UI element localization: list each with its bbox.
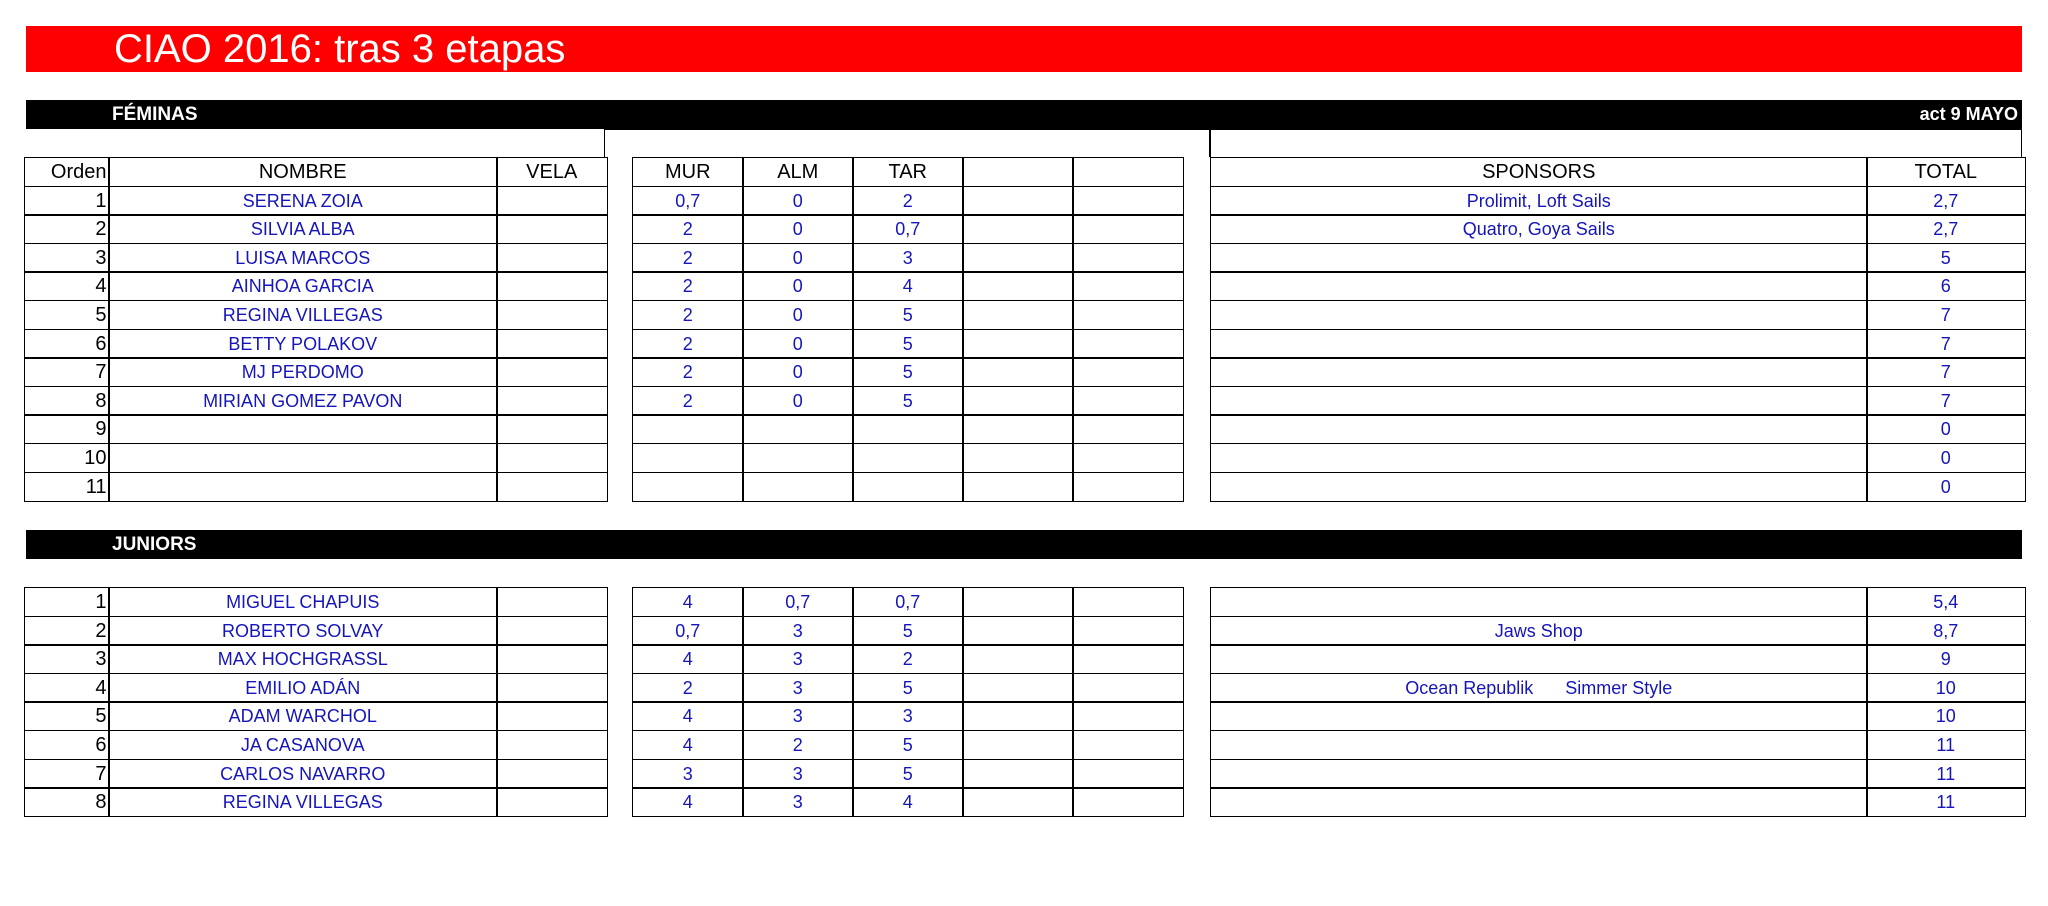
cell-x1 — [962, 472, 1074, 502]
header-mur: MUR — [632, 157, 744, 187]
cell-mur: 2 — [632, 243, 744, 273]
cell-total: 5,4 — [1866, 587, 2026, 617]
cell-vela — [496, 243, 608, 273]
cell-nombre: MJ PERDOMO — [108, 357, 498, 387]
cell-alm: 3 — [742, 701, 854, 731]
cell-vela — [496, 300, 608, 330]
cell-tar: 3 — [852, 243, 964, 273]
cell-vela — [496, 701, 608, 731]
cell-total: 8,7 — [1866, 616, 2026, 646]
cell-orden: 4 — [24, 271, 110, 301]
cell-nombre: SILVIA ALBA — [108, 214, 498, 244]
cell-alm: 3 — [742, 673, 854, 703]
cell-sponsors — [1210, 443, 1868, 473]
cell-nombre: LUISA MARCOS — [108, 243, 498, 273]
cell-x1 — [962, 186, 1074, 216]
cell-sponsors — [1210, 271, 1868, 301]
cell-x2 — [1072, 673, 1184, 703]
cell-x2 — [1072, 329, 1184, 359]
cell-tar: 0,7 — [852, 587, 964, 617]
cell-orden: 6 — [24, 329, 110, 359]
cell-nombre: REGINA VILLEGAS — [108, 787, 498, 817]
cell-total: 7 — [1866, 357, 2026, 387]
cell-x2 — [1072, 214, 1184, 244]
cell-vela — [496, 616, 608, 646]
cell-vela — [496, 386, 608, 416]
cell-vela — [496, 357, 608, 387]
cell-alm: 3 — [742, 787, 854, 817]
cell-total: 0 — [1866, 414, 2026, 444]
cell-x1 — [962, 616, 1074, 646]
cell-tar: 3 — [852, 701, 964, 731]
cell-sponsors — [1210, 329, 1868, 359]
cell-mur: 4 — [632, 730, 744, 760]
cell-tar: 5 — [852, 386, 964, 416]
cell-vela — [496, 673, 608, 703]
cell-sponsors — [1210, 787, 1868, 817]
cell-x2 — [1072, 186, 1184, 216]
cell-alm — [742, 443, 854, 473]
cell-mur: 4 — [632, 701, 744, 731]
header-empty — [1072, 157, 1184, 187]
cell-total: 7 — [1866, 386, 2026, 416]
cell-total: 0 — [1866, 472, 2026, 502]
cell-tar: 4 — [852, 787, 964, 817]
cell-alm: 3 — [742, 616, 854, 646]
cell-x2 — [1072, 414, 1184, 444]
header-total: TOTAL — [1866, 157, 2026, 187]
cell-vela — [496, 214, 608, 244]
cell-tar — [852, 414, 964, 444]
juniors-section-title: JUNIORS — [112, 534, 197, 555]
cell-alm — [742, 472, 854, 502]
cell-nombre — [108, 472, 498, 502]
cell-mur: 2 — [632, 673, 744, 703]
cell-nombre — [108, 414, 498, 444]
cell-sponsors — [1210, 587, 1868, 617]
cell-x1 — [962, 673, 1074, 703]
cell-x2 — [1072, 644, 1184, 674]
cell-sponsors — [1210, 701, 1868, 731]
cell-sponsors — [1210, 472, 1868, 502]
cell-alm: 0 — [742, 243, 854, 273]
cell-x2 — [1072, 386, 1184, 416]
cell-x2 — [1072, 243, 1184, 273]
cell-total: 0 — [1866, 443, 2026, 473]
cell-orden: 3 — [24, 243, 110, 273]
cell-tar: 5 — [852, 329, 964, 359]
header-nombre: NOMBRE — [108, 157, 498, 187]
cell-orden: 3 — [24, 644, 110, 674]
cell-tar: 0,7 — [852, 214, 964, 244]
cell-x2 — [1072, 730, 1184, 760]
cell-total: 10 — [1866, 673, 2026, 703]
cell-vela — [496, 443, 608, 473]
cell-tar: 5 — [852, 300, 964, 330]
cell-mur: 4 — [632, 644, 744, 674]
cell-x2 — [1072, 271, 1184, 301]
cell-orden: 5 — [24, 701, 110, 731]
cell-nombre: MAX HOCHGRASSL — [108, 644, 498, 674]
cell-x2 — [1072, 443, 1184, 473]
cell-x1 — [962, 243, 1074, 273]
cell-mur: 0,7 — [632, 616, 744, 646]
cell-nombre: ROBERTO SOLVAY — [108, 616, 498, 646]
cell-orden: 2 — [24, 616, 110, 646]
cell-orden: 5 — [24, 300, 110, 330]
cell-orden: 7 — [24, 759, 110, 789]
cell-x2 — [1072, 701, 1184, 731]
cell-mur — [632, 443, 744, 473]
cell-alm: 0 — [742, 300, 854, 330]
title-banner — [26, 26, 2022, 72]
header-alm: ALM — [742, 157, 854, 187]
cell-x1 — [962, 300, 1074, 330]
cell-x2 — [1072, 787, 1184, 817]
cell-x1 — [962, 787, 1074, 817]
cell-sponsors — [1210, 644, 1868, 674]
cell-vela — [496, 186, 608, 216]
cell-tar: 4 — [852, 271, 964, 301]
cell-alm: 0 — [742, 357, 854, 387]
cell-vela — [496, 271, 608, 301]
cell-x1 — [962, 730, 1074, 760]
cell-mur: 4 — [632, 587, 744, 617]
cell-nombre: SERENA ZOIA — [108, 186, 498, 216]
cell-alm: 0 — [742, 386, 854, 416]
cell-orden: 4 — [24, 673, 110, 703]
cell-total: 10 — [1866, 701, 2026, 731]
cell-sponsors: Prolimit, Loft Sails — [1210, 186, 1868, 216]
cell-nombre: EMILIO ADÁN — [108, 673, 498, 703]
cell-orden: 11 — [24, 472, 110, 502]
cell-alm: 0 — [742, 214, 854, 244]
cell-total: 11 — [1866, 759, 2026, 789]
cell-orden: 1 — [24, 186, 110, 216]
cell-orden: 8 — [24, 386, 110, 416]
cell-vela — [496, 644, 608, 674]
header-vela: VELA — [496, 157, 608, 187]
update-date: act 9 MAYO — [1919, 104, 2018, 124]
cell-x1 — [962, 357, 1074, 387]
cell-sponsors — [1210, 300, 1868, 330]
cell-mur: 0,7 — [632, 186, 744, 216]
cell-vela — [496, 730, 608, 760]
cell-orden: 6 — [24, 730, 110, 760]
cell-vela — [496, 587, 608, 617]
cell-x1 — [962, 214, 1074, 244]
cell-alm: 3 — [742, 759, 854, 789]
cell-orden: 1 — [24, 587, 110, 617]
cell-mur: 2 — [632, 214, 744, 244]
sponsor-name: Simmer Style — [1565, 677, 1673, 698]
cell-mur — [632, 414, 744, 444]
cell-tar: 2 — [852, 644, 964, 674]
cell-sponsors — [1210, 357, 1868, 387]
juniors-section-bar — [26, 530, 2022, 559]
cell-nombre: ADAM WARCHOL — [108, 701, 498, 731]
cell-x2 — [1072, 472, 1184, 502]
cell-sponsors: Quatro, Goya Sails — [1210, 214, 1868, 244]
cell-x1 — [962, 443, 1074, 473]
cell-sponsors — [1210, 673, 1868, 703]
cell-x2 — [1072, 616, 1184, 646]
cell-x1 — [962, 759, 1074, 789]
cell-mur: 4 — [632, 787, 744, 817]
cell-alm: 3 — [742, 644, 854, 674]
cell-total: 2,7 — [1866, 186, 2026, 216]
cell-x1 — [962, 644, 1074, 674]
cell-nombre: CARLOS NAVARRO — [108, 759, 498, 789]
cell-orden: 8 — [24, 787, 110, 817]
header-spacer-box — [1210, 129, 2022, 157]
cell-sponsors — [1210, 616, 1868, 646]
cell-x2 — [1072, 300, 1184, 330]
cell-mur: 3 — [632, 759, 744, 789]
cell-mur: 2 — [632, 386, 744, 416]
cell-total: 11 — [1866, 787, 2026, 817]
cell-mur: 2 — [632, 271, 744, 301]
cell-vela — [496, 414, 608, 444]
cell-total: 11 — [1866, 730, 2026, 760]
cell-x2 — [1072, 759, 1184, 789]
cell-mur: 2 — [632, 300, 744, 330]
cell-alm: 2 — [742, 730, 854, 760]
cell-x2 — [1072, 357, 1184, 387]
page-title: CIAO 2016: tras 3 etapas — [114, 27, 566, 71]
cell-tar — [852, 472, 964, 502]
cell-alm: 0,7 — [742, 587, 854, 617]
cell-x1 — [962, 414, 1074, 444]
cell-vela — [496, 329, 608, 359]
cell-nombre: MIRIAN GOMEZ PAVON — [108, 386, 498, 416]
cell-total: 6 — [1866, 271, 2026, 301]
cell-x1 — [962, 271, 1074, 301]
cell-vela — [496, 759, 608, 789]
cell-total: 7 — [1866, 329, 2026, 359]
cell-nombre: REGINA VILLEGAS — [108, 300, 498, 330]
header-sponsors: SPONSORS — [1210, 157, 1868, 187]
cell-orden: 2 — [24, 214, 110, 244]
cell-sponsors — [1210, 414, 1868, 444]
cell-tar: 5 — [852, 759, 964, 789]
cell-nombre: JA CASANOVA — [108, 730, 498, 760]
cell-tar — [852, 443, 964, 473]
cell-mur: 2 — [632, 357, 744, 387]
feminas-section-title: FÉMINAS — [112, 104, 198, 125]
cell-x2 — [1072, 587, 1184, 617]
cell-vela — [496, 472, 608, 502]
cell-orden: 9 — [24, 414, 110, 444]
cell-nombre: AINHOA GARCIA — [108, 271, 498, 301]
cell-sponsors — [1210, 730, 1868, 760]
cell-tar: 5 — [852, 673, 964, 703]
feminas-section-bar — [26, 100, 2022, 129]
cell-total: 7 — [1866, 300, 2026, 330]
sponsor-name: Jaws Shop — [1494, 620, 1583, 641]
cell-tar: 2 — [852, 186, 964, 216]
header-empty — [962, 157, 1074, 187]
cell-total: 2,7 — [1866, 214, 2026, 244]
cell-x1 — [962, 587, 1074, 617]
cell-nombre — [108, 443, 498, 473]
header-tar: TAR — [852, 157, 964, 187]
cell-total: 9 — [1866, 644, 2026, 674]
cell-sponsors — [1210, 243, 1868, 273]
cell-sponsors — [1210, 386, 1868, 416]
cell-nombre: MIGUEL CHAPUIS — [108, 587, 498, 617]
cell-nombre: BETTY POLAKOV — [108, 329, 498, 359]
sponsor-name: Ocean Republik — [1405, 677, 1534, 698]
cell-alm — [742, 414, 854, 444]
cell-tar: 5 — [852, 616, 964, 646]
cell-total: 5 — [1866, 243, 2026, 273]
cell-mur: 2 — [632, 329, 744, 359]
cell-tar: 5 — [852, 357, 964, 387]
cell-x1 — [962, 386, 1074, 416]
header-spacer-box — [604, 129, 1210, 157]
header-orden: Orden — [24, 157, 110, 187]
cell-alm: 0 — [742, 186, 854, 216]
cell-alm: 0 — [742, 271, 854, 301]
cell-sponsors — [1210, 759, 1868, 789]
cell-orden: 10 — [24, 443, 110, 473]
cell-tar: 5 — [852, 730, 964, 760]
cell-mur — [632, 472, 744, 502]
cell-alm: 0 — [742, 329, 854, 359]
cell-x1 — [962, 701, 1074, 731]
cell-vela — [496, 787, 608, 817]
cell-orden: 7 — [24, 357, 110, 387]
cell-x1 — [962, 329, 1074, 359]
